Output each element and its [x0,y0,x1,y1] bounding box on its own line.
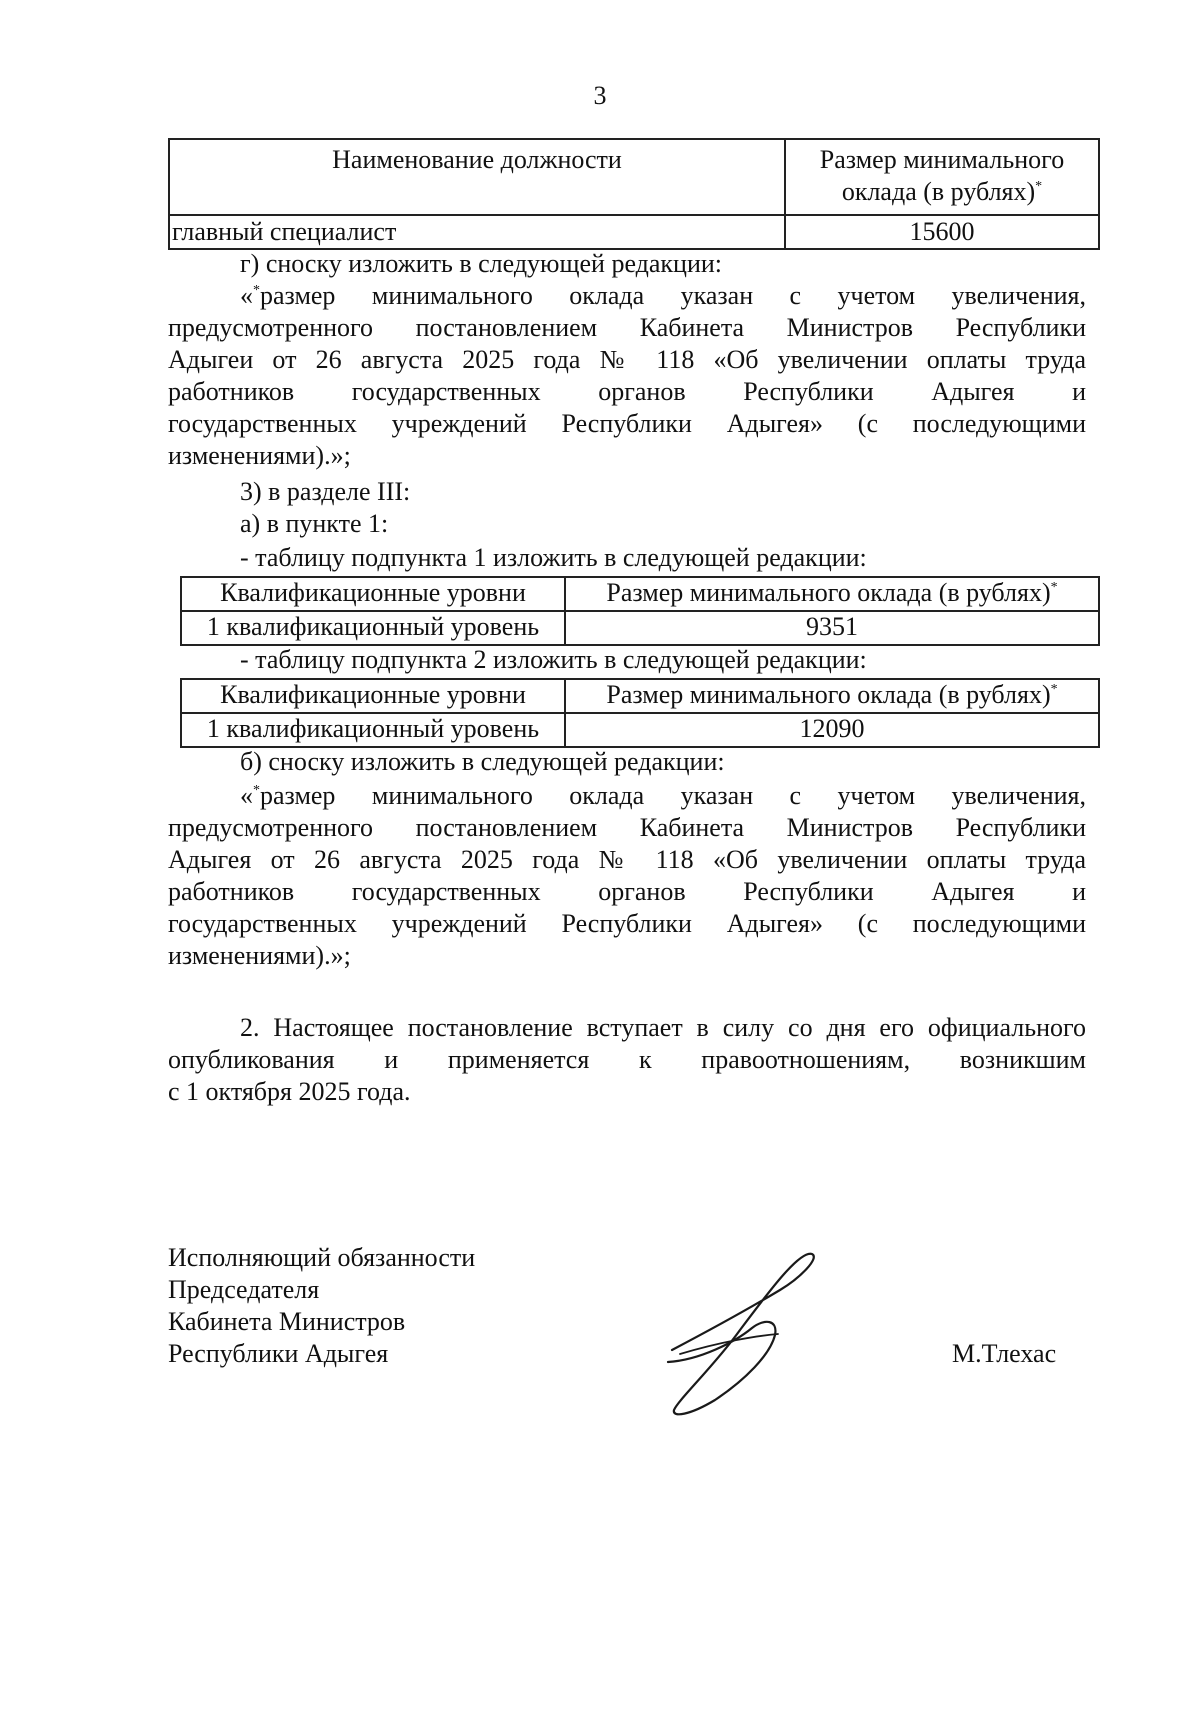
header-min-salary [565,679,1099,713]
footnote-1-line-4: работников государственных органов Республики Адыгея и [168,377,1086,406]
footnote-mark: * [1035,179,1043,194]
header-qualification-levels: Квалификационные уровни [181,679,565,713]
open-quote: « [240,781,253,810]
header-min-salary-text: Размер минимального оклада (в рублях) [606,578,1051,607]
footnote-2-line-6: изменениями).»; [168,941,351,970]
footnote-2-text-1: размер минимального оклада указан с учетом увеличения, [260,781,1086,810]
footnote-1-line-1 [240,280,1086,312]
position-cell: главный специалист [169,215,785,249]
clause-2-line-3: с 1 октября 2025 года. [168,1077,411,1106]
salary-cell: 12090 [565,713,1099,747]
qualification-table-2 [180,678,1100,748]
footnote-2-line-4: работников государственных органов Республики Адыгея и [168,877,1086,906]
footnote-star: * [253,783,260,798]
clause-2-line-2: опубликования и применяется к правоотношениям, возникшим [168,1045,1086,1074]
signatory-line-1: Исполняющий обязанности [168,1243,476,1272]
header-qualification-levels: Квалификационные уровни [181,577,565,611]
table-row [181,713,1099,747]
table-header-row [169,139,1099,215]
footnote-mark: * [1050,580,1058,595]
signatory-line-3: Кабинета Министров [168,1307,406,1336]
table-header-row [181,679,1099,713]
header-min-salary-line2: оклада (в рублях) [841,177,1036,206]
header-min-salary [785,139,1099,215]
header-position-name: Наименование должности [169,139,785,215]
open-quote: « [240,281,253,310]
paragraph-g: г) сноску изложить в следующей редакции: [240,249,723,278]
footnote-1-line-2: предусмотренного постановлением Кабинета Министров Республики [168,313,1086,342]
footnote-star: * [253,283,260,298]
signatory-line-4: Республики Адыгея [168,1339,389,1368]
footnote-1-line-3: Адыгеи от 26 августа 2025 года № 118 «Об увеличении оплаты труда [168,345,1086,374]
page-number: 3 [593,81,607,110]
table-row [169,215,1099,249]
salary-cell: 9351 [565,611,1099,645]
table-row [181,611,1099,645]
qualification-table-1 [180,576,1100,646]
footnote-1-line-5: государственных учреждений Республики Адыгея» (с последующими [168,409,1086,438]
header-min-salary [565,577,1099,611]
handwritten-signature [660,1250,840,1420]
footnote-1-text-1: размер минимального оклада указан с учетом увеличения, [260,281,1086,310]
clause-2-line-1: 2. Настоящее постановление вступает в силу со дня его официального [240,1013,1086,1042]
positions-table [168,138,1100,250]
subpoint-1: - таблицу подпункта 1 изложить в следующей редакции: [240,543,867,572]
footnote-1-line-6: изменениями).»; [168,441,351,470]
qualification-level-cell: 1 квалификационный уровень [181,713,565,747]
paragraph-b: б) сноску изложить в следующей редакции: [240,747,725,776]
subpoint-2: - таблицу подпункта 2 изложить в следующей редакции: [240,645,867,674]
footnote-mark: * [1050,682,1058,697]
signer-name: М.Тлехас [952,1339,1057,1368]
footnote-2-line-2: предусмотренного постановлением Кабинета Министров Республики [168,813,1086,842]
header-min-salary-line1: Размер минимального [819,145,1065,174]
header-min-salary-text: Размер минимального оклада (в рублях) [606,680,1051,709]
signatory-line-2: Председателя [168,1275,320,1304]
section-3: 3) в разделе III: [240,477,411,506]
qualification-level-cell: 1 квалификационный уровень [181,611,565,645]
salary-cell: 15600 [785,215,1099,249]
point-a: а) в пункте 1: [240,509,389,538]
footnote-2-line-5: государственных учреждений Республики Адыгея» (с последующими [168,909,1086,938]
table-header-row [181,577,1099,611]
footnote-2-line-1 [240,780,1086,812]
footnote-2-line-3: Адыгея от 26 августа 2025 года № 118 «Об увеличении оплаты труда [168,845,1086,874]
